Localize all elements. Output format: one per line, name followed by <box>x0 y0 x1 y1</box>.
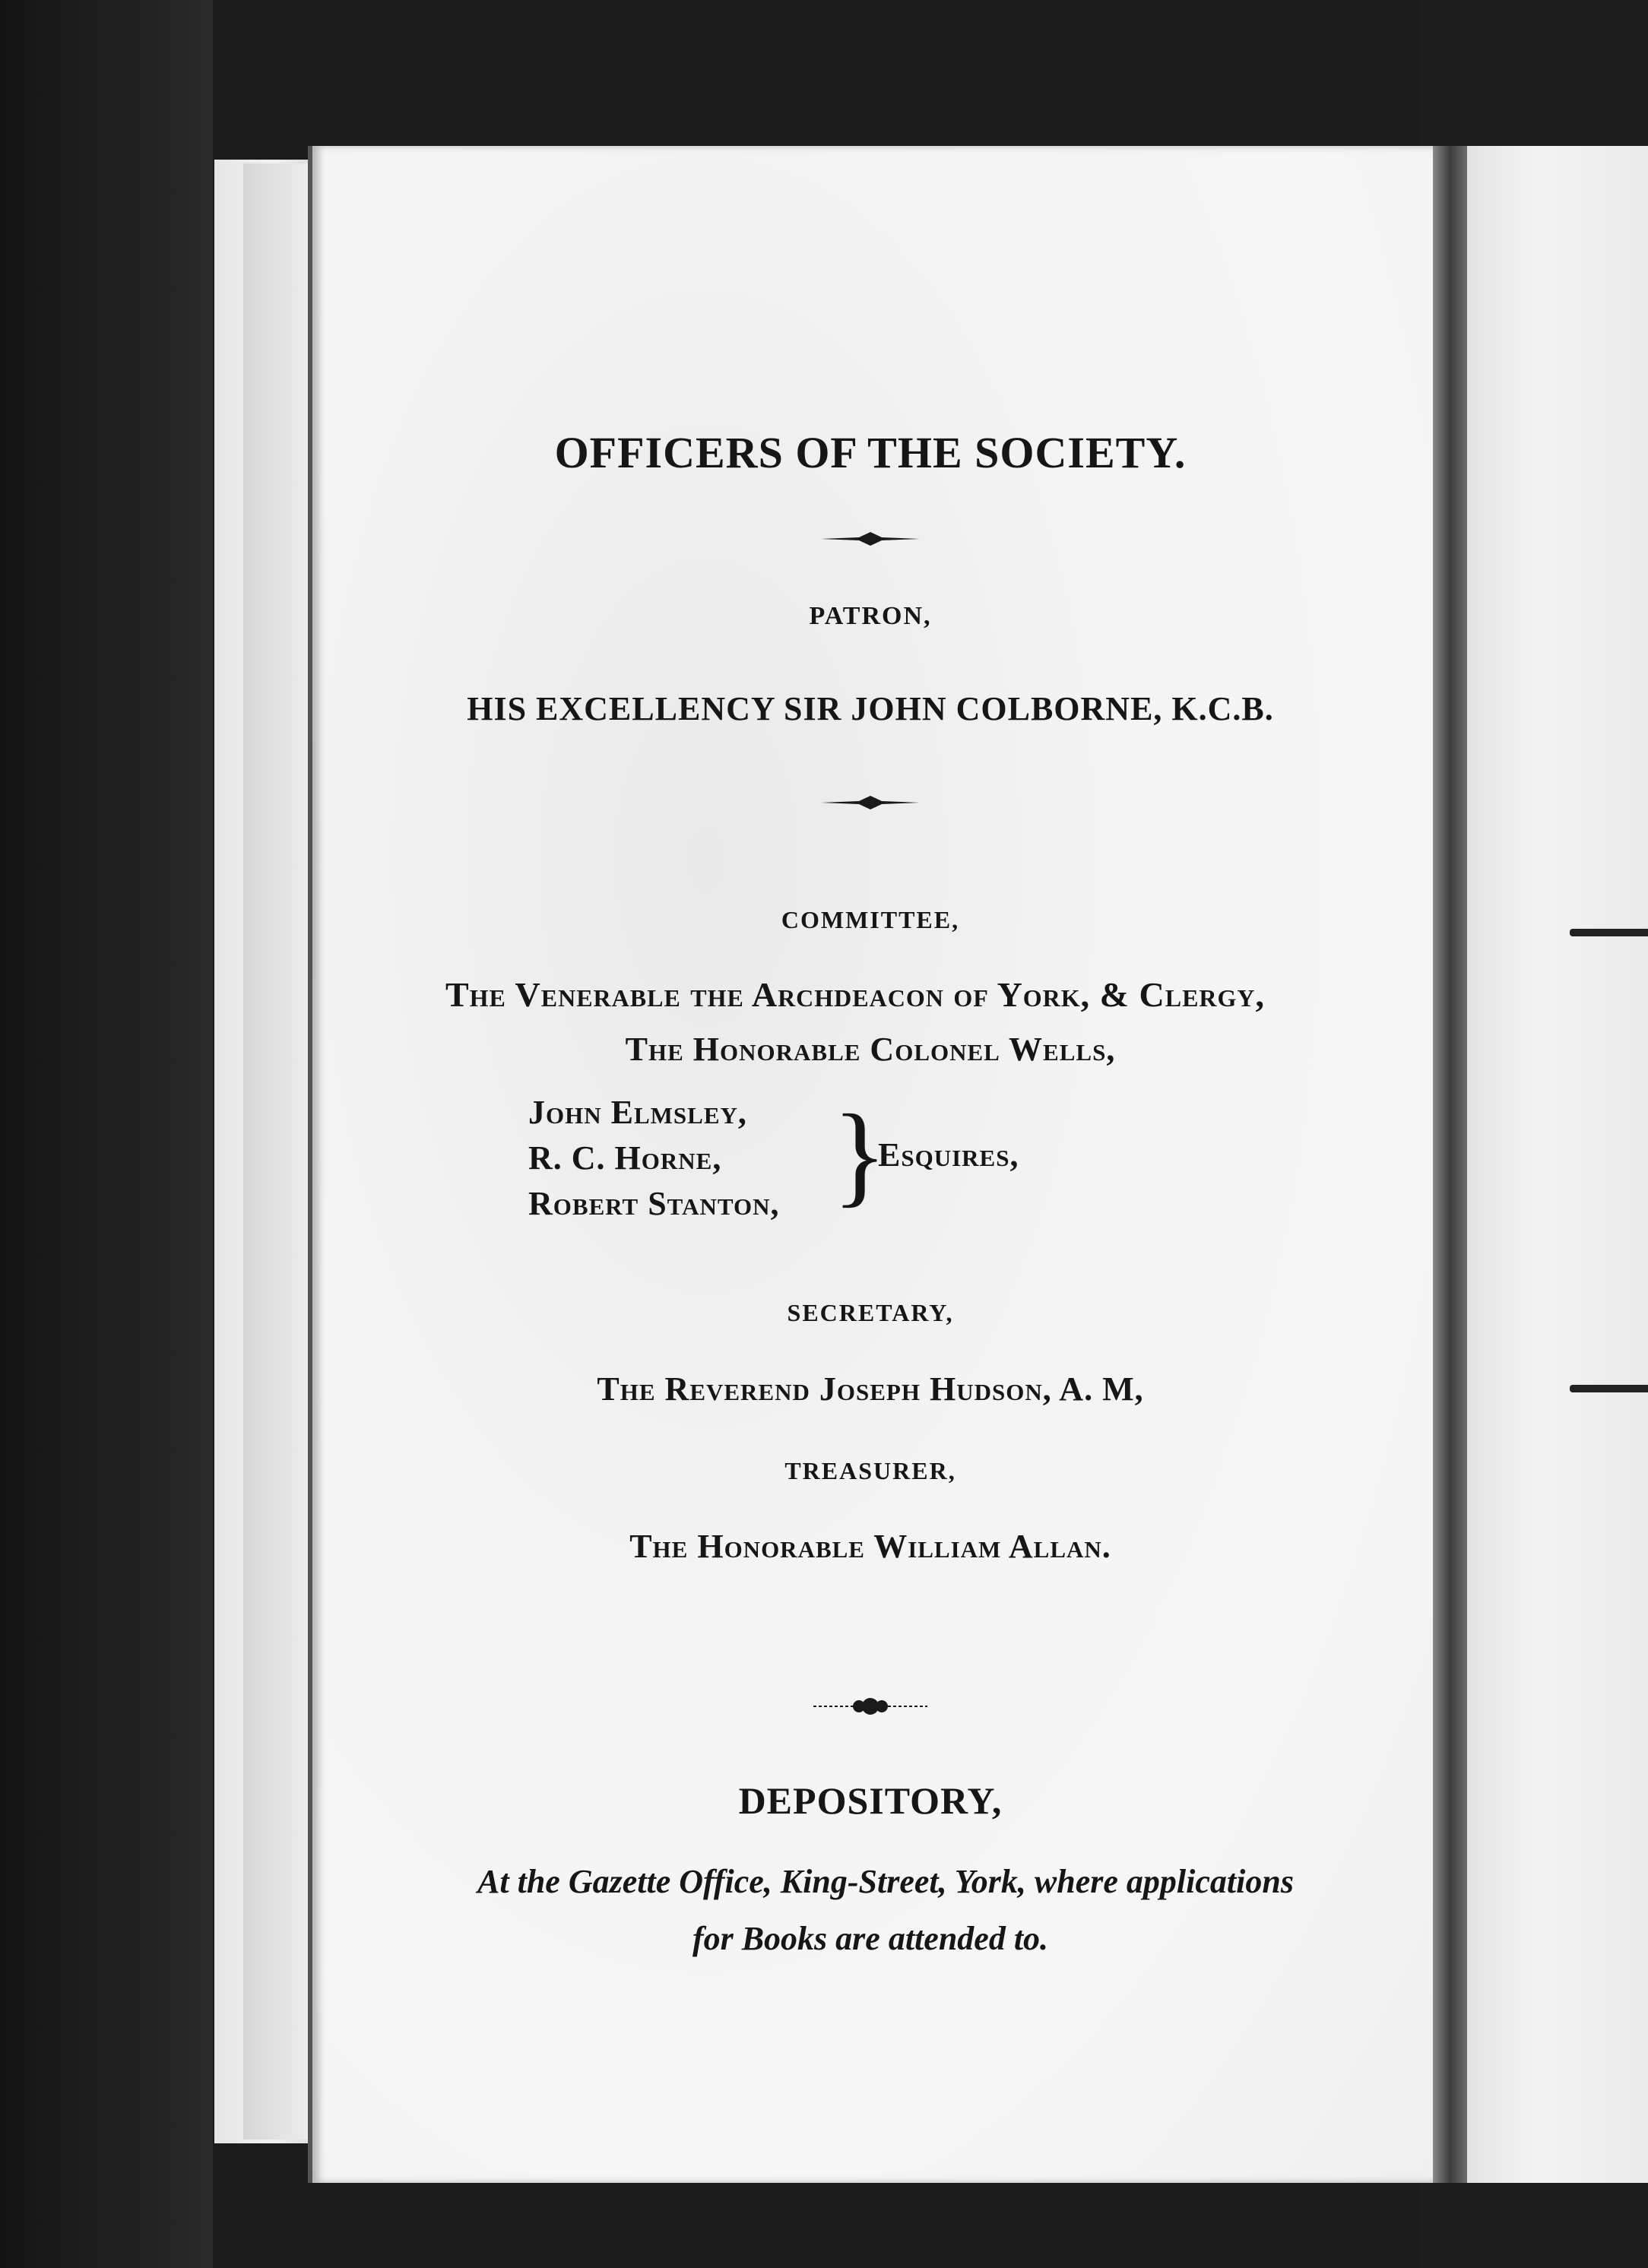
divider-ornament-2 <box>308 793 1433 812</box>
page-stack <box>243 163 314 2140</box>
divider-ornament-3 <box>308 1695 1433 1718</box>
facing-page <box>1467 146 1648 2183</box>
divider-ornament-1 <box>308 530 1433 548</box>
esquires-block <box>528 1090 1288 1242</box>
committee-line-1: The Venerable the Archdeacon of York, & Clergy, <box>445 975 1266 1014</box>
esquire-name: Robert Stanton, <box>528 1185 780 1222</box>
patron-name: HIS EXCELLENCY SIR JOHN COLBORNE, K.C.B. <box>467 690 1274 727</box>
secretary-label: SECRETARY, <box>787 1299 954 1326</box>
committee-label: COMMITTEE, <box>781 906 960 933</box>
treasurer-label: TREASURER, <box>784 1457 956 1484</box>
esquires-label: Esquires, <box>878 1136 1019 1174</box>
film-edge-left <box>0 0 213 2268</box>
facing-page-rule <box>1570 1385 1648 1392</box>
depository-address-line-2: for Books are attended to. <box>692 1920 1049 1957</box>
page-title: OFFICERS OF THE SOCIETY. <box>554 428 1187 477</box>
esquires-names <box>528 1090 779 1227</box>
facing-page-rule <box>1570 929 1648 936</box>
esquire-name: John Elmsley, <box>528 1094 747 1131</box>
treasurer-name: The Honorable William Allan. <box>629 1528 1111 1565</box>
brace-glyph: } <box>832 1091 887 1218</box>
patron-label: PATRON, <box>809 602 932 630</box>
committee-line-2: The Honorable Colonel Wells, <box>625 1031 1116 1068</box>
esquire-name: R. C. Horne, <box>528 1139 722 1177</box>
depository-address-line-1: At the Gazette Office, King-Street, York, where applications <box>477 1863 1294 1900</box>
depository-label: DEPOSITORY, <box>738 1779 1003 1822</box>
page-content <box>308 146 1433 2183</box>
secretary-name: The Reverend Joseph Hudson, A. M, <box>597 1370 1144 1408</box>
